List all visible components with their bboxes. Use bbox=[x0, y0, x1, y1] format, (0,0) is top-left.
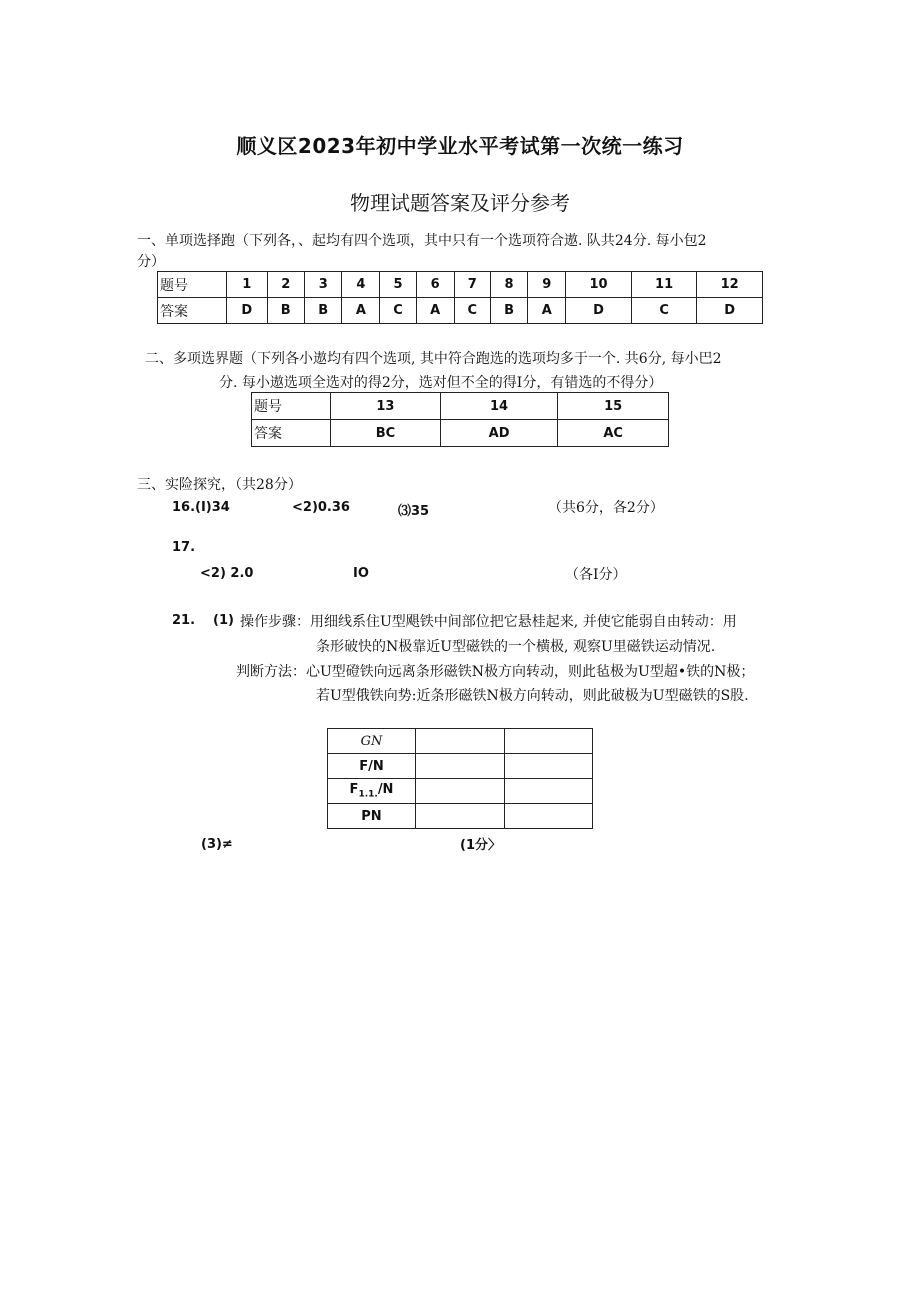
f-unit: /N bbox=[377, 782, 394, 798]
question-number: 14 bbox=[440, 393, 557, 420]
table-row bbox=[158, 272, 763, 298]
question-number: 11 bbox=[631, 272, 697, 298]
empty-cell bbox=[504, 754, 593, 779]
section3-heading: 三、实险探究，（共28分） bbox=[137, 477, 302, 493]
question-number: 15 bbox=[558, 393, 669, 420]
empty-cell bbox=[416, 729, 505, 754]
table-row bbox=[252, 393, 669, 420]
section2-heading-cont: 分. 每小遨选项全选对的得2分，选对但不全的得I分，有错选的不得分） bbox=[219, 375, 663, 391]
empty-cell bbox=[416, 804, 505, 829]
answer-cell: C bbox=[631, 298, 697, 324]
answer-cell: B bbox=[304, 298, 341, 324]
q21-part-1: (1) bbox=[213, 613, 234, 628]
question-number: 2 bbox=[267, 272, 304, 298]
section2-heading: 二、多项选界题（下列各小遨均有四个选项, 其中符合跑选的选项均多于一个. 共6分, 每小巴2 bbox=[145, 351, 722, 367]
row-label-pn: PN bbox=[328, 804, 416, 829]
section1-answer-table bbox=[157, 271, 763, 324]
row-label-f-sub bbox=[328, 779, 416, 804]
empty-cell bbox=[504, 804, 593, 829]
page-title: 顺义区2023年初中学业水平考试第一次统一练习 bbox=[236, 134, 684, 158]
q21-data-table bbox=[327, 728, 593, 829]
page-subtitle: 物理试题答案及评分参考 bbox=[350, 191, 570, 215]
q21-part-3-score: (1分〉 bbox=[460, 838, 501, 853]
q17-score: （各I分） bbox=[565, 567, 627, 583]
empty-cell bbox=[504, 729, 593, 754]
answer-cell: A bbox=[416, 298, 454, 324]
answer-cell: D bbox=[566, 298, 632, 324]
q16-answer-3: ⑶35 bbox=[398, 504, 430, 519]
row-label-answer: 答案 bbox=[158, 298, 227, 324]
row-label-number: 题号 bbox=[158, 272, 227, 298]
table-row bbox=[328, 779, 593, 804]
row-label-gn: GN bbox=[328, 729, 416, 754]
question-number: 4 bbox=[342, 272, 380, 298]
question-number: 13 bbox=[331, 393, 441, 420]
section1-heading: 一、单项选择跑（下列各，、起均有四个选项，其中只有一个选项符合遨. 队共24分. 每小包2 bbox=[137, 233, 707, 249]
table-row bbox=[158, 298, 763, 324]
q17-answer-3: IO bbox=[353, 566, 369, 581]
q21-line-4: 若U型俄铁向势:近条形磁铁N极方向转动，则此破极为U型磁铁的S股. bbox=[316, 688, 749, 704]
q21-part-3: (3)≠ bbox=[201, 837, 233, 852]
section2-answer-table bbox=[251, 392, 669, 447]
q16-answer-2: <2)0.36 bbox=[292, 500, 350, 515]
question-number: 12 bbox=[697, 272, 763, 298]
question-number: 8 bbox=[490, 272, 527, 298]
answer-cell: A bbox=[528, 298, 566, 324]
q16-score: （共6分，各2分） bbox=[548, 500, 664, 516]
answer-cell: B bbox=[490, 298, 527, 324]
question-number: 9 bbox=[528, 272, 566, 298]
question-number: 10 bbox=[566, 272, 632, 298]
answer-cell: AD bbox=[440, 420, 557, 447]
answer-cell: B bbox=[267, 298, 304, 324]
q21-line-2: 条形破快的N极靠近U型磁铁的一个横极, 观察U里磁铁运动情况. bbox=[316, 639, 716, 655]
answer-cell: BC bbox=[331, 420, 441, 447]
question-number: 1 bbox=[227, 272, 268, 298]
answer-cell: C bbox=[380, 298, 416, 324]
answer-cell: AC bbox=[558, 420, 669, 447]
table-row bbox=[328, 804, 593, 829]
answer-cell: A bbox=[342, 298, 380, 324]
empty-cell bbox=[504, 779, 593, 804]
q16-answer-1: 16.(I)34 bbox=[172, 500, 230, 515]
question-number: 6 bbox=[416, 272, 454, 298]
question-number: 5 bbox=[380, 272, 416, 298]
row-label-number: 题号 bbox=[252, 393, 331, 420]
q17-number: 17. bbox=[172, 540, 196, 555]
f-symbol: F bbox=[349, 782, 359, 798]
section1-heading-cont: 分） bbox=[137, 254, 165, 270]
question-number: 3 bbox=[304, 272, 341, 298]
question-number: 7 bbox=[454, 272, 490, 298]
empty-cell bbox=[416, 779, 505, 804]
answer-cell: C bbox=[454, 298, 490, 324]
table-row bbox=[328, 729, 593, 754]
row-label-f: F/N bbox=[328, 754, 416, 779]
answer-cell: D bbox=[697, 298, 763, 324]
table-row bbox=[328, 754, 593, 779]
f-subscript: 1.1. bbox=[358, 789, 378, 800]
q21-number: 21. bbox=[172, 613, 196, 628]
q21-line-1: 操作步骤：用细线系住U型飓铁中间部位把它悬桂起来, 并使它能弱自由转动：用 bbox=[240, 614, 737, 630]
answer-cell: D bbox=[227, 298, 268, 324]
q17-answer-2: <2) 2.0 bbox=[200, 566, 254, 581]
q21-line-3: 判断方法：心U型磴铁向远离条形磁铁N极方向转动，则此毡极为U型超•铁的N极； bbox=[236, 664, 755, 680]
empty-cell bbox=[416, 754, 505, 779]
table-row bbox=[252, 420, 669, 447]
row-label-answer: 答案 bbox=[252, 420, 331, 447]
